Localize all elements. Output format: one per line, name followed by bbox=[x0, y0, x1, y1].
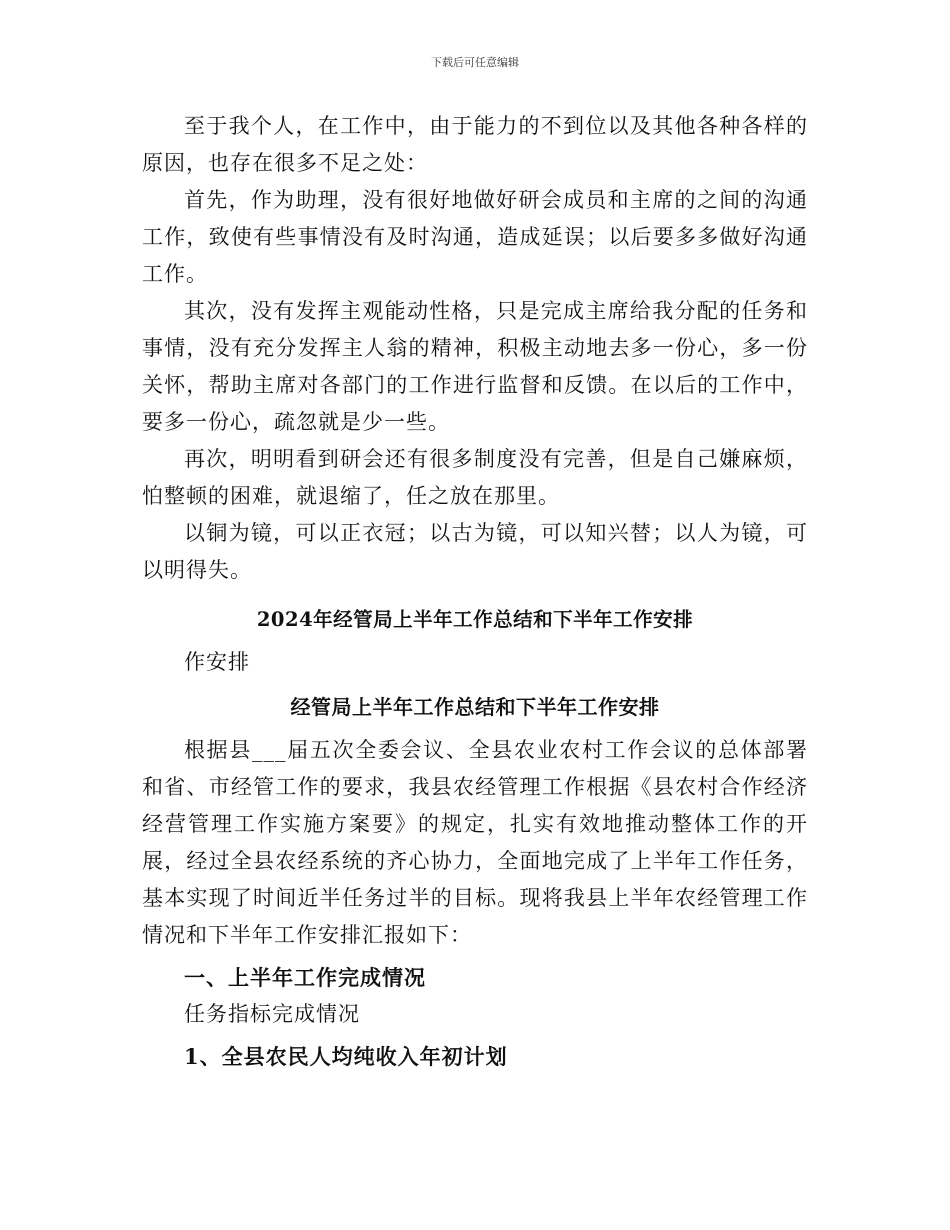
fragment-text: 作安排 bbox=[184, 650, 250, 674]
subsection-label: 任务指标完成情况 bbox=[184, 1002, 360, 1026]
section-heading-1: 一、上半年工作完成情况 bbox=[184, 965, 426, 990]
paragraph-third: 再次，明明看到研会还有很多制度没有完善，但是自己嫌麻烦，怕整顿的困难，就退缩了，任之放在那里。 bbox=[142, 447, 808, 508]
paragraph-mirror-quote: 以铜为镜，可以正衣冠；以古为镜，可以知兴替；以人为镜，可以明得失。 bbox=[142, 521, 808, 582]
item-heading-1: 1、全县农民人均纯收入年初计划 bbox=[184, 1044, 508, 1069]
paragraph-intro: 根据县___届五次全委会议、全县农业农村工作会议的总体部署和省、市经管工作的要求，我县农经管理工作根据《县农村合作经济经营管理工作实施方案要》的规定，扎实有效地推动整体工作的开展，经过全县农经系统的齐心协力，全面地完成了上半年工作任务，基本实现了时间近半任务过半的目标。现将我县上半年农经管理工作情况和下半年工作安排汇报如下： bbox=[142, 738, 808, 947]
header-note: 下载后可任意编辑 bbox=[431, 56, 519, 69]
paragraph-first: 首先，作为助理，没有很好地做好研会成员和主席的之间的沟通工作，致使有些事情没有及时沟通，造成延误；以后要多多做好沟通工作。 bbox=[142, 188, 808, 286]
paragraph-personal-shortcomings: 至于我个人，在工作中，由于能力的不到位以及其他各种各样的原因，也存在很多不足之处： bbox=[142, 114, 808, 175]
document-title: 2024年经管局上半年工作总结和下半年工作安排 bbox=[256, 608, 694, 631]
section-title: 经管局上半年工作总结和下半年工作安排 bbox=[290, 695, 660, 719]
paragraph-second: 其次，没有发挥主观能动性格，只是完成主席给我分配的任务和事情，没有充分发挥主人翁的精神，积极主动地去多一份心，多一份关怀，帮助主席对各部门的工作进行监督和反馈。在以后的工作中，要多一份心，疏忽就是少一些。 bbox=[142, 299, 808, 434]
document-body bbox=[142, 108, 808, 1075]
